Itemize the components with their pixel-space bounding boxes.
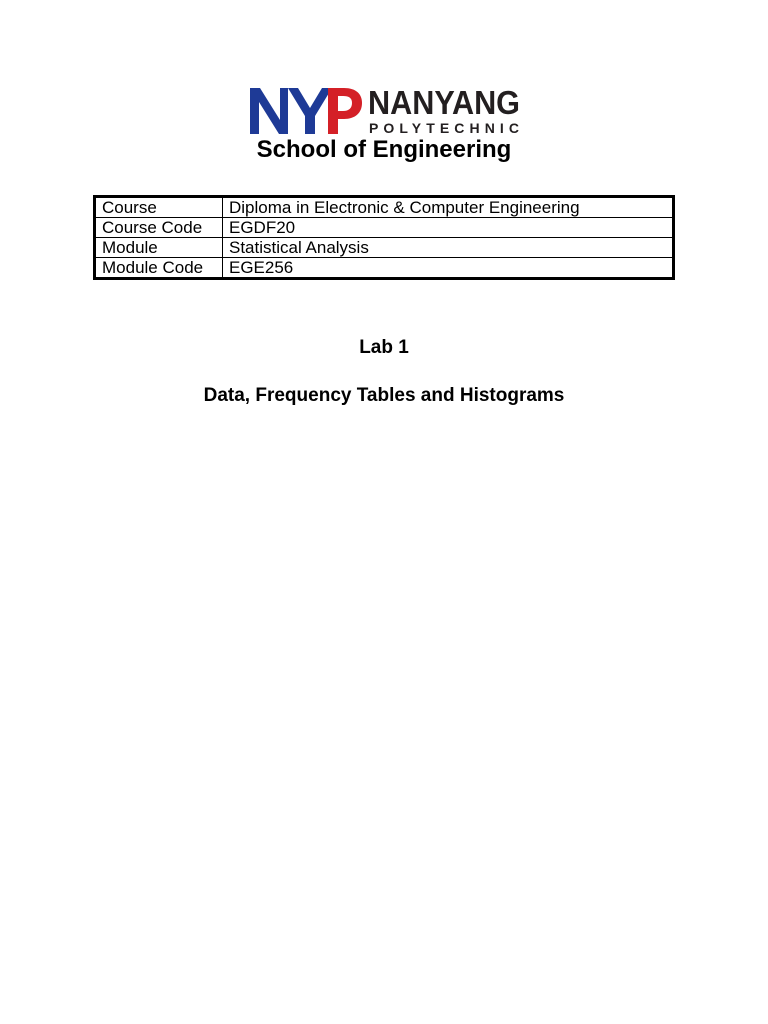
- lab-title: Data, Frequency Tables and Histograms: [203, 385, 565, 406]
- table-row: [95, 218, 674, 238]
- logo-letter-y: [288, 88, 332, 134]
- table-value-cell: EGE256: [223, 258, 674, 279]
- table-row: [95, 258, 674, 279]
- nyp-logo: [250, 84, 522, 138]
- table-value-cell: Diploma in Electronic & Computer Engineering: [223, 197, 674, 218]
- table-value-cell: Statistical Analysis: [223, 238, 674, 258]
- logo-letter-n: [250, 88, 288, 134]
- school-title: School of Engineering: [256, 136, 512, 163]
- table-row: [95, 197, 674, 218]
- table-label-cell: Module Code: [95, 258, 223, 279]
- lab-number: Lab 1: [359, 337, 409, 358]
- logo-name: NANYANG: [368, 84, 520, 121]
- table-label-cell: Course Code: [95, 218, 223, 238]
- logo-letter-p: [328, 88, 362, 134]
- table-row: [95, 238, 674, 258]
- logo-subtitle: POLYTECHNIC: [369, 120, 519, 136]
- table-label-cell: Course: [95, 197, 223, 218]
- table-value-cell: EGDF20: [223, 218, 674, 238]
- course-info-table: [93, 195, 675, 280]
- table-label-cell: Module: [95, 238, 223, 258]
